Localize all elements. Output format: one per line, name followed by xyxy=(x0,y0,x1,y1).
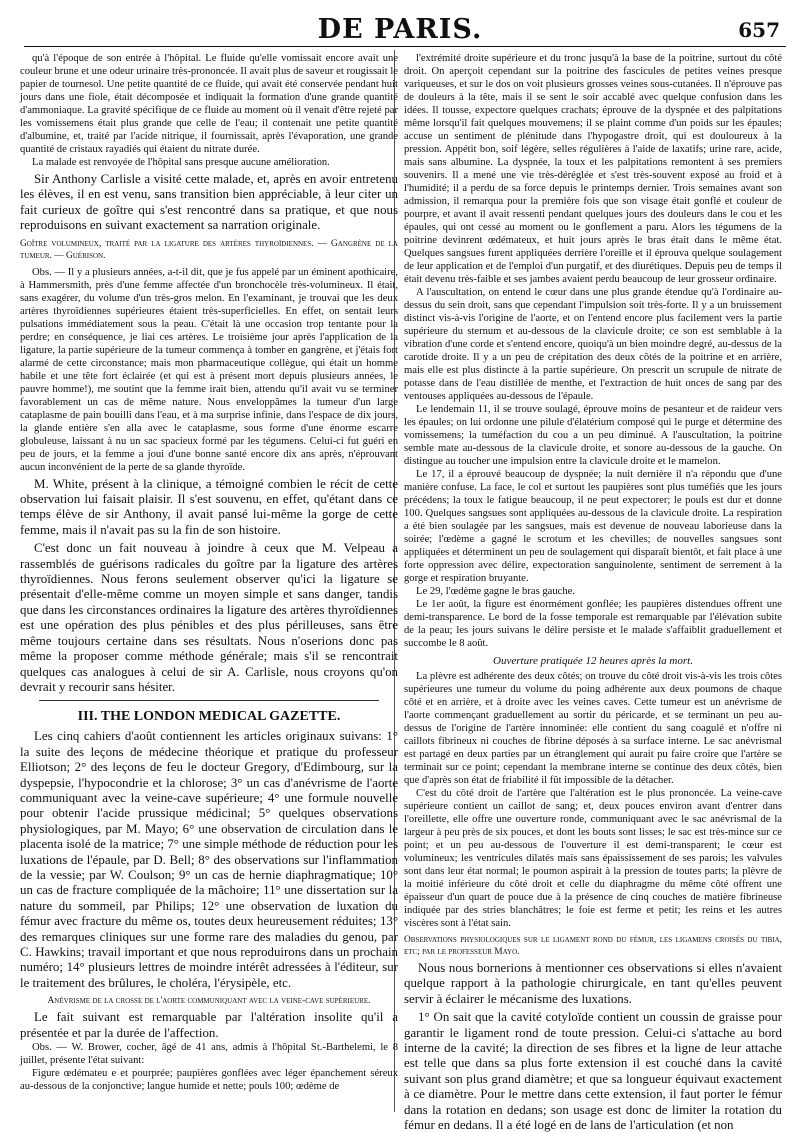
paragraph: qu'à l'époque de son entrée à l'hôpital. Le fluide qu'elle vomissait encore avait une couleur brune et une odeur urinaire très-prononcée. Il avait plus de saveur et rougissait le papier de tournesol. Une petite quantité de ce fluide, qui avait été conservée pendant huit jours dans une fiole, était décomposée et indiquait la formation d'une grande quantité d'ammoniaque. La gravité spécifique de ce fluide au moment où il venait d'être rejeté par les vomissemens était plus grande que celle de l'eau; il contenait une petite quantité d'albumine, et, traité par l'acide nitrique, il fournissait, après l'évaporation, une grande quantité de cristaux rayadiés qui étaient du nitrate durée. xyxy=(20,53,398,155)
paragraph: C'est du côté droit de l'artère que l'altération est le plus prononcée. La veine-cave supérieure contient un caillot de sang; et, deux pouces environ avant d'entrer dans l'oreillette, elle offre une ouverture ronde, communiquant avec le sac anévrismal de la largeur à peu près de six pouces, et dont les bouts sont lisses; le sac est très-mince sur ce point; et un peu au-dessous de l'ouverture il est demi-transparent; le cœur est volumineux; les ventricules dilatés mais sans épaississement de ses parois; les valvules sont dans leur état normal; le poumon aspirait à la pression de toutes parts; la plèvre de la moitié inférieure du côté droit et celle du diaphragme du même côté offrent une épaisseur d'un quart de pouce due à la présence de cinq couches de matière fibrineuse indiquée par des stries blanchâtres; le foie est ferme et petit; les reins et les autres viscères sont à l'état sain. xyxy=(404,788,782,929)
article-heading: Goître volumineux, traité par la ligature des artères thyroïdiennes. — Gangrène de la tumeur. — Guérison. xyxy=(20,238,398,261)
paragraph: 1° On sait que la cavité cotyloïde contient un coussin de graisse pour garantir le ligament rond de toute pression. Celui-ci s'attache au bord interne de la cavité; la direction de ses fibres et la ligne de leur attache est telle que dans sa plus forte extension il est couché dans la cavité suivant son plus grand diamètre; et que sa longueur équivaut exactement à ce diamètre. Pour le mettre dans cette extension, il faut porter le fémur dans la rotation en dedans; son usage est donc de limiter la rotation du fémur en dedans. Il a été logé en de lans de l'articulation (et non xyxy=(404,1010,782,1133)
paragraph: Le 1er août, la figure est énormément gonflée; les paupières distendues offrent une demi-transparence. Le bord de la fosse temporale est remarquable par l'élévation subite de la peau; les jours suivans le délire persiste et le malade s'affaiblit graduellement et succombe le 8 août. xyxy=(404,599,782,649)
left-column xyxy=(20,52,398,1110)
page-number: 657 xyxy=(738,18,780,42)
paragraph: A l'auscultation, on entend le cœur dans une plus grande étendue qu'à l'ordinaire au-dessus du sein droit, sans que cependant l'impulsion soit très-forte. Il y a un bruissement distinct vis-à-vis l'origine de l'aorte, et on l'entend encore plus facilement vers la partie supérieure du sternum et au-dessous de la clavicule droite; ce son est semblable à la vibration d'une corde et s'entend encore, quoiqu'à un bien moindre degré, au-dessus de la carotide droite. Il y a un peu de crépitation des deux côtés de la poitrine et en arrière, mais elle est plus distincte à la partie supérieure. On prescrit un scrupule de nitrate de potasse dans de l'eau distillée de menthe, et l'extraction de huit onces de sang par des ventouses appliquées au-dessous de l'épaule. xyxy=(404,287,782,402)
paragraph: Nous nous bornerions à mentionner ces observations si elles n'avaient quelque rapport à la pathologie chirurgicale, en tant qu'elles peuvent servir à éclairer le mécanisme des luxations. xyxy=(404,961,782,1006)
paragraph: l'extrémité droite supérieure et du tronc jusqu'à la base de la poitrine, surtout du côté droit. On aperçoit cependant sur la poitrine des fascicules de petites veines presque variqueuses, et sur le dos on voit plusieurs grosses veines sous-cutanées. Il n'éprouve pas de douleurs à la tête, mais il se sent le soir accablé avec quelque confusion dans les idées. Il tousse, expectore quelques crachats; éprouve de la dyspnée et des palpitations même lorsqu'il fait quelques mouvemens; il se plaint comme d'un poids sur les épaules; accuse un sentiment de plénitude dans l'hypogastre droit, qui est douloureux à la pression. Appétit bon, soif légère, selles régulières à l'aide de laxatifs; urine rare, acide, mais sans albumine. La dyspnée, la toux et les palpitations remontent à ses premiers souvenirs. Il a mené une vie très-déréglée et s'est très-souvent exposé au froid et à l'humidité; il a perdu de sa force depuis le printemps dernier. Trois semaines avant son admission, il remarqua pour la première fois que son visage était gonflé et couleur de pourpre, et avant il avait ressenti pendant quelques jours des douleurs dans le cou et les épaules, qui ont cessé au moment ou le gonflement a paru. Alors les tégumens de la poitrine devinrent œdémateux, et huit jours après le bras était dans le même état. Quelques sangsues furent appliquées derrière l'oreille et il éprouva quelque soulagement de leur application et de l'emploi d'un purgatif, et des diurétiques. Depuis peu de temps il était devenu très-faible et ses jambes avaient perdu beaucoup de leur grosseur ordinaire. xyxy=(404,53,782,285)
paragraph: Figure œdémateu e et pourprée; paupières gonflées avec léger épanchement séreux au-dessous de la conjonctive; langue humide et nette; pouls 100; œdème de xyxy=(20,1068,398,1093)
paragraph: La malade est renvoyée de l'hôpital sans presque aucune amélioration. xyxy=(32,157,330,168)
paragraph: Le 29, l'œdème gagne le bras gauche. xyxy=(416,586,575,597)
paragraph: C'est donc un fait nouveau à joindre à ceux que M. Velpeau a rassemblés de guérisons radicales du goître par la ligature des artères thyroïdiennes. Nous ferons seulement observer qu'ici la ligature se présentait d'elle-même comme un moyen simple et sans danger, tandis que dans les circonstances ordinaires la ligature des artères thyroïdiennes est une opération des plus pénibles et des plus périlleuses, sans être même toujours certaine dans ses résultats. Nous n'oserions donc pas même la proposer comme méthode générale; mais s'il se rencontrait quelques cas analogues à celui de sir A. Carlisle, nous croyons qu'on devrait y recourir sans hésiter. xyxy=(20,541,398,694)
autopsy-subtitle: Ouverture pratiquée 12 heures après la mort. xyxy=(493,655,693,667)
separator-rule xyxy=(39,700,379,701)
page-header xyxy=(0,0,800,52)
paragraph: Le lendemain 11, il se trouve soulagé, éprouve moins de pesanteur et de raideur vers les épaules; on lui ordonne une pilule d'élatérium composé qui le purge et détermine des vomissemens; la tuméfaction du cou a un peu diminué. A l'auscultation, la poitrine semble mate au-dessous de la clavicule droite, et sonore au-dessous de la gauche. On distingue au toucher une impulsion entre la clavicule droite et le mamelon. xyxy=(404,404,782,467)
paragraph: Le 17, il a éprouvé beaucoup de dyspnée; la nuit dernière il n'a répondu que d'une manière confuse. La face, le col et surtout les paupières sont plus tuméfiés que les jours précédens; la toux le fatigue beaucoup, il ne peut expectorer; le pouls est dur et donne 100. Quelques sangsues sont appliquées au-dessous de la clavicule droite. La respiration a été bien soulagée par les sangsues, mais est devenue de nouveau laborieuse dans la soirée; l'œdème a gagné le scrotum et les chevilles; de nouvelles sangsues sont appliquées et déterminent un peu de soulagement qui disparaît bientôt, et fait place à une forte oppression avec délire, expectoration sanguinolente, sentiment de serrement à la gorge et respiration bruyante. xyxy=(404,469,782,584)
right-column xyxy=(404,52,782,1133)
paragraph: Les cinq cahiers d'août contiennent les articles originaux suivans: 1° la suite des leçons de médecine théorique et pratique du professeur Elliotson; 2° des leçons de feu le docteur Gregory, d'Edimbourg, sur la dyspepsie, l'hypocondrie et la chlorose; 3° un cas d'anévrisme de l'aorte communiquant avec la veine-cave supérieure; 4° une formule nouvelle pour obtenir l'acide prussique médicinal; 5° quelques observations physiologiques, par M. Mayo; 6° une observation de circulation dans le placenta isolé de la matrice; 7° une simple méthode de réduction pour les luxations de l'épaule, par D. Bell; 8° des observations sur l'inflammation de la vessie; par W. Coulson; 9° un cas de hernie diaphragmatique; 10° un cas de fracture compliquée de la mâchoire; 11° une dissertation sur la nature du sommeil, par Philips; 12° une observation de luxation du fémur avec fracture du même os, toutes deux heureusement réduites; 13° des remarques cliniques sur une forme rare des maladies du genou, par C. Hawkins; travail important et que nous reproduirons dans un prochain numéro; 14° plusieurs lettres de moindre intérêt adressées à l'éditeur, sur le traitement des brûlures, le choléra, l'érysipèle, etc. xyxy=(20,729,398,990)
paragraph: Obs. — W. Brower, cocher, âgé de 41 ans, admis à l'hôpital St.-Barthelemi, le 8 juillet, présente l'état suivant: xyxy=(20,1042,398,1067)
running-title: DE PARIS. xyxy=(317,14,483,45)
article-heading: Anévrisme de la crosse de l'aorte communiquant avec la veine-cave supérieure. xyxy=(47,996,371,1007)
paragraph: Obs. — Il y a plusieurs années, a-t-il dit, que je fus appelé par un éminent apothicaire, à Hammersmith, près d'une femme affectée d'un bronchocèle très-volumineux. Il était, sans exagérer, du volume d'un très-gros melon. En l'examinant, je trouvai que les deux artères thyroïdiennes supérieures étaient très-superficielles. En effet, on sentait leurs pulsations immédiatement sous la peau. C'était là une occasion trop tentante pour la perdre; en conséquence, je liai ces artères. Le troisième jour après l'application de la ligature, la partie supérieure de la tumeur commença à tomber en gangrène, et j'étais fort alarmé de cette circonstance; mais mon pharmaceutique collègue, qui était un homme habile et une tête fort éclairée (et qui est à présent mort depuis plusieurs années, le pauvre homme!), me soutint que la femme irait bien, attendu qu'il avait vu se terminer favorablement un cas de même nature. Nous enveloppâmes la tumeur d'un large cataplasme de pain bouilli dans l'eau, et à ma surprise infinie, dans l'espace de dix jours, la glande entière s'en alla avec le cataplasme, sous forme d'une énorme escarre globuleuse, laissant à nu un sac spacieux formé par les tégumens. Celui-ci fut guéri en peu de jours, et la femme a joui d'une bonne santé encore dix ans après, n'éprouvant aucun inconvénient de la perte de sa glande thyroïde. xyxy=(20,266,398,473)
header-rule xyxy=(24,46,786,47)
paragraph: La plèvre est adhérente des deux côtés; on trouve du côté droit vis-à-vis les trois côtes supérieures une tumeur du volume du poing adhérente aux deux poumons de chaque côté et en arrière, et à droite avec les veines caves. Cette tumeur est un anévrisme de l'aorte commençant graduellement au sortir du péricarde, et se terminant un peu au-dessus de l'origine de l'artère innominée: elle contient du sang coagulé et n'offre ni caillots fibrineux ni couches de fibrine déposés à sa surface interne. Le sac anévrismal est partagé en deux parties par un étranglement qui aurait pu faire croire que l'artère se terminait sur ce point; cependant la membrane interne se continue des deux côtés, bien que d'après son état de friabilité il fût impossible de la détacher. xyxy=(404,671,782,786)
paragraph: M. White, présent à la clinique, a témoigné combien le récit de cette observation lui faisait plaisir. Il s'est souvenu, en effet, qu'étant dans ce temps élève de sir Anthony, il avait pansé lui-même la gorge de cette femme, mais il n'avait pas su la fin de son histoire. xyxy=(20,476,398,537)
section-title: III. THE LONDON MEDICAL GAZETTE. xyxy=(77,709,341,725)
paragraph: Sir Anthony Carlisle a visité cette malade, et, après en avoir entretenu les élèves, il en est venu, sans transition bien appréciable, à leur citer un fait curieux de goître qui s'est rencontré dans sa pratique, et que nous reproduisons en suivant exactement sa narration originale. xyxy=(20,172,398,233)
paragraph: Le fait suivant est remarquable par l'altération insolite qu'il a présentée et par la durée de l'affection. xyxy=(20,1010,398,1040)
article-heading: Observations physiologiques sur le ligament rond du fémur, les ligamens croisés du tibia, etc; par le professeur Mayo. xyxy=(404,935,782,957)
